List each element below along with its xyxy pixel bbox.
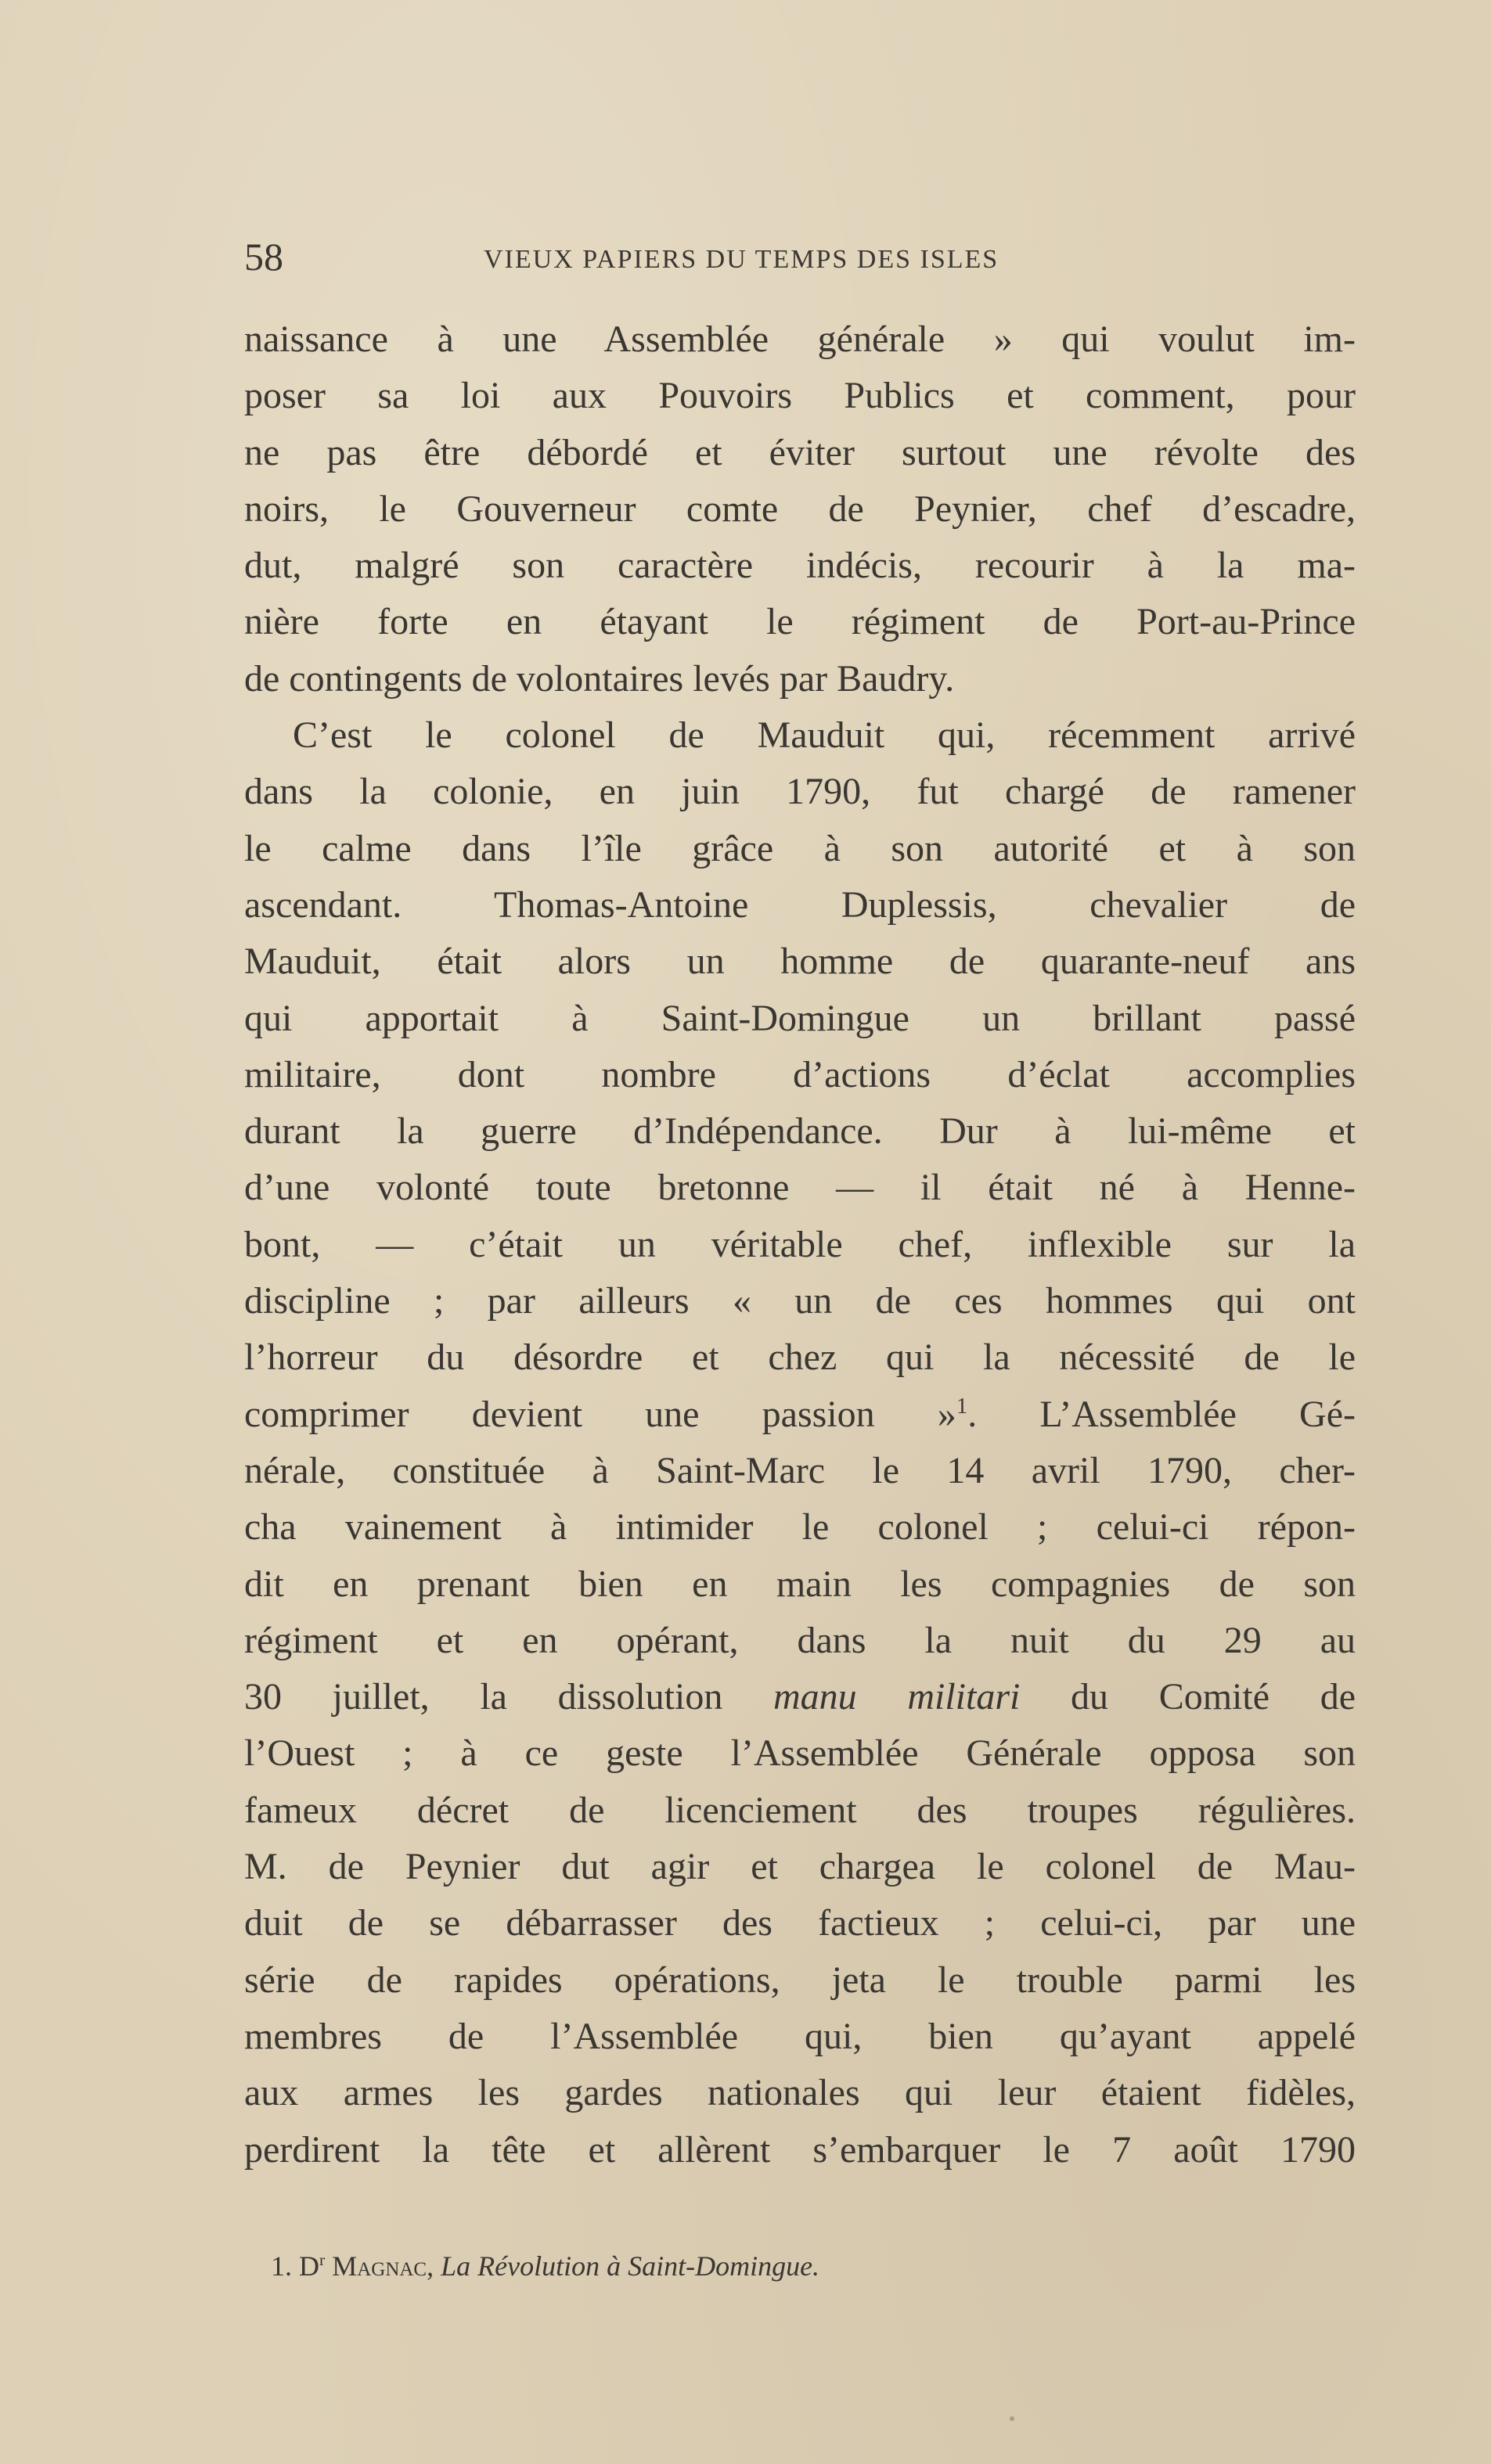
text-line: nière forte en étayant le régiment de Port-au-Prince xyxy=(244,601,1356,643)
ink-speck xyxy=(1010,2416,1014,2421)
text-line: dit en prenant bien en main les compagnies de son xyxy=(244,1563,1356,1605)
text-line: naissance à une Assemblée générale » qui voulut im- xyxy=(244,318,1356,360)
footnote-title-sup: r xyxy=(319,2250,326,2269)
text-line: série de rapides opérations, jeta le trouble parmi les xyxy=(244,1959,1356,2001)
text-line: C’est le colonel de Mauduit qui, récemment arrivé xyxy=(293,714,1356,757)
text-line-with-italic xyxy=(244,1669,1356,1725)
text-line: qui apportait à Saint-Domingue un brillant passé xyxy=(244,997,1356,1039)
body-text xyxy=(244,311,1356,2178)
footnote-title-prefix: D xyxy=(299,2250,319,2282)
text-line: ascendant. Thomas-Antoine Duplessis, chevalier de xyxy=(244,883,1356,926)
text-fragment: comprimer devient une passion » xyxy=(244,1393,956,1435)
text-line: dut, malgré son caractère indécis, recourir à la ma- xyxy=(244,545,1356,587)
paragraph-2-end xyxy=(244,1725,1356,2178)
text-line: dans la colonie, en juin 1790, fut chargé de ramener xyxy=(244,771,1356,813)
footnote-marker: 1 xyxy=(956,1393,968,1419)
text-line: l’Ouest ; à ce geste l’Assemblée Générale opposa son xyxy=(244,1732,1356,1775)
footnote-author: Magnac, xyxy=(332,2250,434,2282)
text-fragment: . L’Assemblée Gé- xyxy=(967,1393,1356,1435)
text-line: ne pas être débordé et éviter surtout une révolte des xyxy=(244,431,1356,473)
text-line-with-footnote xyxy=(244,1387,1356,1443)
text-line: duit de se débarrasser des factieux ; celui-ci, par une xyxy=(244,1902,1356,1944)
text-line: Mauduit, était alors un homme de quarante-neuf ans xyxy=(244,941,1356,983)
text-line: durant la guerre d’Indépendance. Dur à lui-même et xyxy=(244,1110,1356,1153)
text-line: le calme dans l’île grâce à son autorité et à son xyxy=(244,827,1356,869)
paragraph-2-continued xyxy=(244,1443,1356,1669)
text-line: aux armes les gardes nationales qui leur étaient fidèles, xyxy=(244,2072,1356,2114)
page-number: 58 xyxy=(244,235,283,279)
footnote-work: La Révolution à Saint-Domingue. xyxy=(441,2250,820,2282)
text-line: perdirent la tête et allèrent s’embarquer le 7 août 1790 xyxy=(244,2128,1356,2171)
text-fragment: 30 juillet, la dissolution xyxy=(244,1676,773,1718)
page-header xyxy=(244,233,1356,280)
text-line: discipline ; par ailleurs « un de ces hommes qui ont xyxy=(244,1280,1356,1322)
text-line: d’une volonté toute bretonne — il était né à Henne- xyxy=(244,1167,1356,1209)
text-line: bont, — c’était un véritable chef, inflexible sur la xyxy=(244,1223,1356,1265)
text-line: régiment et en opérant, dans la nuit du 29 au xyxy=(244,1619,1356,1661)
text-line: l’horreur du désordre et chez qui la nécessité de le xyxy=(244,1336,1356,1379)
text-line: M. de Peynier dut agir et chargea le colonel de Mau- xyxy=(244,1846,1356,1888)
footnote xyxy=(271,2243,819,2290)
text-line: cha vainement à intimider le colonel ; celui-ci répon- xyxy=(244,1506,1356,1549)
paragraph-2 xyxy=(244,707,1356,1387)
text-line: poser sa loi aux Pouvoirs Publics et comment, pour xyxy=(244,375,1356,417)
text-line: de contingents de volontaires levés par Baudry. xyxy=(244,657,955,700)
paragraph-1 xyxy=(244,311,1356,707)
text-fragment: du Comité de xyxy=(1020,1676,1356,1718)
text-line: fameux décret de licenciement des troupes régulières. xyxy=(244,1789,1356,1831)
running-title: VIEUX PAPIERS DU TEMPS DES ISLES xyxy=(484,245,999,274)
footnote-number: 1. xyxy=(271,2250,292,2282)
text-line: membres de l’Assemblée qui, bien qu’ayant appelé xyxy=(244,2015,1356,2057)
italic-phrase: manu militari xyxy=(773,1676,1021,1718)
text-line: nérale, constituée à Saint-Marc le 14 avril 1790, cher- xyxy=(244,1449,1356,1491)
text-line: militaire, dont nombre d’actions d’éclat accomplies xyxy=(244,1053,1356,1095)
text-line: noirs, le Gouverneur comte de Peynier, chef d’escadre, xyxy=(244,487,1356,530)
